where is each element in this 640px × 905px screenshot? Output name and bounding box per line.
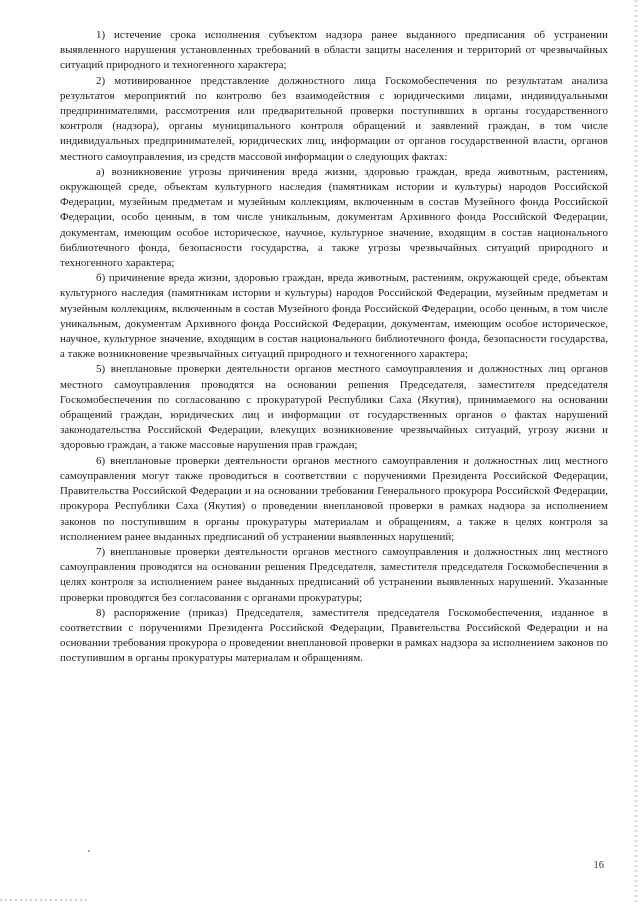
paragraph-2: 2) мотивированное представление должностного лица Госкомобеспечения по результатам анализа результатов мероприятий по контролю без взаимодействия с юридическими лицами, индивидуальными предпринимателями, рассмотрения или предварительной проверки поступивших в органы государственного контроля (надзора), органы муниципального контроля обращений и заявлений граждан, в том числе индивидуальных предпринимателей, юридических лиц, информации от органов государственной власти, органов местного самоуправления, из средств массовой информации о следующих фактах: bbox=[60, 74, 608, 163]
paragraph-5: 5) внеплановые проверки деятельности органов местного самоуправления и должностных лиц органов местного самоуправления проводятся на основании решения Председателя, заместителя председателя Госкомобеспечения по согласованию с прокуратурой Республики Саха (Якутия), принимаемого на основании обращений граждан, юридических лиц и информации от государственных органов о фактах нарушений законодательства Российской Федерации, влекущих возникновение чрезвычайных ситуаций, угрозу жизни и здоровью граждан, а также массовые нарушения прав граждан; bbox=[60, 363, 608, 452]
page-number: 16 bbox=[593, 860, 604, 871]
paragraph-6: 6) внеплановые проверки деятельности органов местного самоуправления и должностных лиц местного самоуправления могут также проводиться в соответствии с поручениями Президента Российской Федерации, Правительства Российской Федерации и на основании требования Генерального прокурора Российской Федерации, прокурора Республики Саха (Якутия) о проведении внеплановой проверки в рамках надзора за исполнением законов по поступившим в органы прокуратуры материалам и обращениям, а также в целях контроля за исполнением ранее выданных предписаний об устранении выявленных нарушений; bbox=[60, 454, 608, 543]
scan-bottom-artifact bbox=[0, 899, 90, 901]
scan-edge-artifact bbox=[634, 0, 638, 905]
document-body bbox=[60, 28, 608, 667]
paragraph-8: 8) распоряжение (приказ) Председателя, заместителя председателя Госкомобеспечения, изданное в соответствии с поручениями Президента Российской Федерации, Правительства Российской Федерации и на основании требования прокурора о проведении внеплановой проверки в рамках надзора за исполнением законов по поступившим в органы прокуратуры материалам и обращениям. bbox=[60, 606, 608, 665]
paragraph-2a: а) возникновение угрозы причинения вреда жизни, здоровью граждан, вреда животным, растениям, окружающей среде, объектам культурного наследия (памятникам истории и культуры) народов Российской Федерации, музейным предметам и музейным коллекциям, включенным в состав Музейного фонда Российской Федерации, особо ценным, в том числе уникальным, документам Архивного фонда Российской Федерации, документам, имеющим особое историческое, научное, культурное значение, входящим в состав национального библиотечного фонда, безопасности государства, а также угрозы чрезвычайных ситуаций природного и техногенного характера; bbox=[60, 165, 608, 270]
paragraph-7: 7) внеплановые проверки деятельности органов местного самоуправления и должностных лиц местного самоуправления проводятся на основании решения Председателя, заместителя председателя Госкомобеспечения в целях контроля за исполнением ранее выданных предписаний об устранении выявленных нарушений. Указанные проверки проводятся без согласования с органами прокуратуры; bbox=[60, 545, 608, 604]
paragraph-1: 1) истечение срока исполнения субъектом надзора ранее выданного предписания об устранении выявленного нарушения установленных требований в области защиты населения и территорий от чрезвычайных ситуаций природного и техногенного характера; bbox=[60, 29, 608, 72]
scan-dot-artifact bbox=[88, 850, 90, 852]
paragraph-2b: б) причинение вреда жизни, здоровью граждан, вреда животным, растениям, окружающей среде, объектам культурного наследия (памятникам истории и культуры) народов Российской Федерации, музейным предметам и музейным коллекциям, включенным в состав Музейного фонда Российской Федерации, особо ценным, в том числе уникальным, документам Архивного фонда Российской Федерации, документам, имеющим особое историческое, научное, культурное значение, входящим в состав национального библиотечного фонда, безопасности государства, а также возникновение чрезвычайных ситуаций природного и техногенного характера; bbox=[60, 272, 608, 361]
